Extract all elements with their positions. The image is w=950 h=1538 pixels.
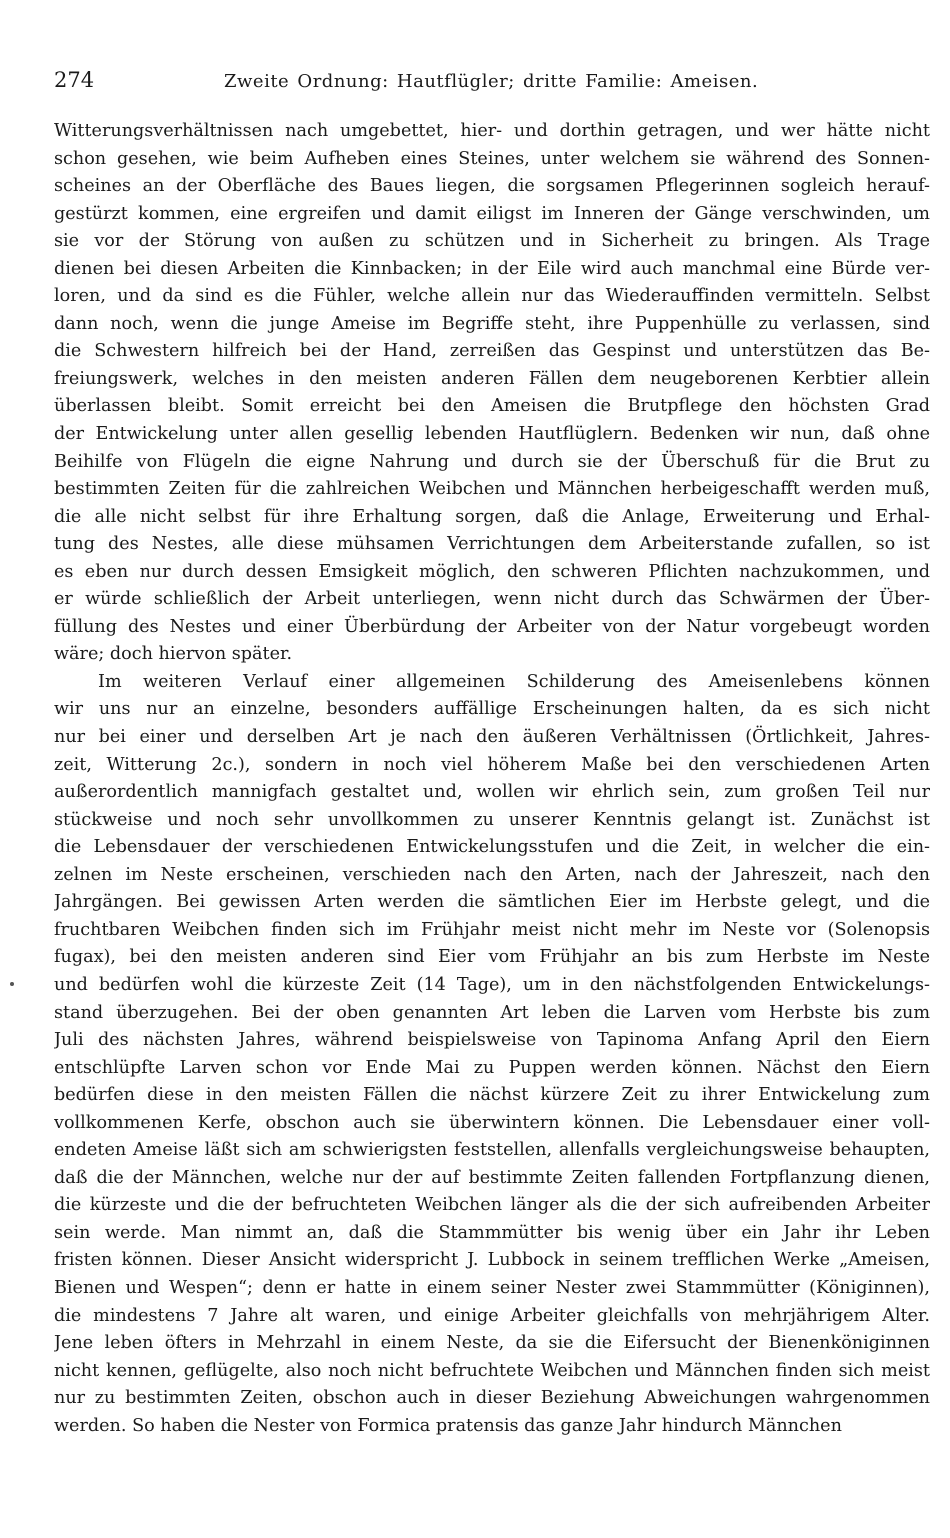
text-line: überlassen bleibt. Somit erreicht bei den Ameisen die Brutpflege den höchsten Grad <box>54 396 930 417</box>
text-line: fugax), bei den meisten anderen sind Eier vom Frühjahr an bis zum Herbste im Neste <box>54 947 930 968</box>
text-line: scheines an der Oberfläche des Baues liegen, die sorgsamen Pflegerinnen sogleich herauf- <box>54 176 930 197</box>
text-line: wir uns nur an einzelne, besonders auffällige Erscheinungen halten, da es sich nicht <box>54 699 930 720</box>
text-line: wäre; doch hiervon später. <box>54 644 293 665</box>
text-line: nur zu bestimmten Zeiten, obschon auch in dieser Beziehung Abweichungen wahrgenommen <box>54 1388 930 1409</box>
text-line: werden. So haben die Nester von Formica pratensis das ganze Jahr hindurch Männchen <box>54 1415 842 1436</box>
text-line: füllung des Nestes und einer Überbürdung der Arbeiter von der Natur vorgebeugt worden <box>54 616 930 637</box>
text-line: die Lebensdauer der verschiedenen Entwickelungsstufen und die Zeit, in welcher die ein- <box>54 837 930 858</box>
page-number: 274 <box>54 68 95 92</box>
text-line: bestimmten Zeiten für die zahlreichen Weibchen und Männchen herbeigeschafft werden muß, <box>54 479 930 500</box>
text-line: dienen bei diesen Arbeiten die Kinnbacken; in der Eile wird auch manchmal eine Bürde ver- <box>54 258 930 279</box>
text-line: Witterungsverhältnissen nach umgebettet, hier- und dorthin getragen, und wer hätte nicht <box>54 121 930 141</box>
text-line: fruchtbaren Weibchen finden sich im Frühjahr meist nicht mehr im Neste vor (Solenopsis <box>54 919 930 940</box>
text-line: fristen können. Dieser Ansicht widerspricht J. Lubbock in seinem trefflichen Werke „Ameisen, <box>54 1250 930 1271</box>
text-line: zelnen im Neste erscheinen, verschieden nach den Arten, nach der Jahreszeit, nach den <box>54 864 930 885</box>
text-line: er würde schließlich der Arbeit unterliegen, wenn nicht durch das Schwärmen der Über- <box>54 589 930 610</box>
page-header <box>54 68 930 104</box>
text-line: zeit, Witterung 2c.), sondern in noch viel höherem Maße bei den verschiedenen Arten <box>54 754 930 775</box>
text-line: Bienen und Wespen“; denn er hatte in einem seiner Nester zwei Stammmütter (Königinnen), <box>54 1277 930 1298</box>
text-line: Juli des nächsten Jahres, während beispielsweise von Tapinoma Anfang April den Eiern <box>54 1030 930 1051</box>
text-line: und bedürfen wohl die kürzeste Zeit (14 Tage), um in den nächstfolgenden Entwickelungs- <box>54 974 930 995</box>
paragraph <box>54 118 930 669</box>
text-line: nicht kennen, geflügelte, also noch nicht befruchtete Weibchen und Männchen finden sich meist <box>54 1360 930 1381</box>
text-line: Jene leben öfters in Mehrzahl in einem Neste, da sie die Eifersucht der Bienenköniginnen <box>54 1333 930 1354</box>
text-line: die alle nicht selbst für ihre Erhaltung sorgen, daß die Anlage, Erweiterung und Erhal- <box>54 506 930 527</box>
text-line: stand überzugehen. Bei der oben genannten Art leben die Larven vom Herbste bis zum <box>54 1002 930 1023</box>
paragraph <box>54 669 930 1440</box>
text-line: Beihilfe von Flügeln die eigne Nahrung und durch sie der Überschuß für die Brut zu <box>54 451 930 472</box>
text-line: endeten Ameise läßt sich am schwierigsten feststellen, allenfalls vergleichungsweise behaupten, <box>54 1140 930 1161</box>
text-line: es eben nur durch dessen Emsigkeit möglich, den schweren Pflichten nachzukommen, und <box>54 561 930 582</box>
text-line: Jahrgängen. Bei gewissen Arten werden die sämtlichen Eier im Herbste gelegt, und die <box>54 892 930 913</box>
text-line: die mindestens 7 Jahre alt waren, und einige Arbeiter gleichfalls von mehrjährigem Alter. <box>54 1305 930 1326</box>
text-line: bedürfen diese in den meisten Fällen die nächst kürzere Zeit zu ihrer Entwickelung zum <box>54 1085 930 1106</box>
text-line: entschlüpfte Larven schon vor Ende Mai zu Puppen werden können. Nächst den Eiern <box>54 1057 930 1078</box>
text-line: die Schwestern hilfreich bei der Hand, zerreißen das Gespinst und unterstützen das Be- <box>54 341 930 362</box>
text-line: außerordentlich mannigfach gestaltet und, wollen wir ehrlich sein, zum großen Teil nur <box>54 782 930 803</box>
text-line: stückweise und noch sehr unvollkommen zu unserer Kenntnis gelangt ist. Zunächst ist <box>54 809 930 830</box>
text-line: sein werde. Man nimmt an, daß die Stammmütter bis wenig über ein Jahr ihr Leben <box>54 1222 930 1243</box>
text-line: Im weiteren Verlauf einer allgemeinen Schilderung des Ameisenlebens können <box>98 671 930 692</box>
text-line: dann noch, wenn die junge Ameise im Begriffe steht, ihre Puppenhülle zu verlassen, sind <box>54 313 930 334</box>
text-line: gestürzt kommen, eine ergreifen und damit eiligst im Inneren der Gänge verschwinden, um <box>54 203 930 224</box>
body-text <box>54 118 930 1440</box>
text-line: freiungswerk, welches in den meisten anderen Fällen dem neugeborenen Kerbtier allein <box>54 368 930 389</box>
text-line: daß die der Männchen, welche nur der auf bestimmte Zeiten fallenden Fortpflanzung dienen, <box>54 1167 930 1188</box>
text-line: tung des Nestes, alle diese mühsamen Verrichtungen dem Arbeiterstande zufallen, so ist <box>54 534 930 555</box>
text-line: die kürzeste und die der befruchteten Weibchen länger als die der sich aufreibenden Arbeiter <box>54 1195 930 1216</box>
text-line: loren, und da sind es die Fühler, welche allein nur das Wiederauffinden vermitteln. Selbst <box>54 286 930 307</box>
text-line: nur bei einer und derselben Art je nach den äußeren Verhältnissen (Örtlichkeit, Jahres- <box>54 727 930 748</box>
running-title: Zweite Ordnung: Hautflügler; dritte Familie: Ameisen. <box>224 71 759 92</box>
text-line: vollkommenen Kerfe, obschon auch sie überwintern können. Die Lebensdauer einer voll- <box>54 1112 930 1133</box>
text-line: sie vor der Störung von außen zu schützen und in Sicherheit zu bringen. Als Trage <box>54 231 930 252</box>
text-line: schon gesehen, wie beim Aufheben eines Steines, unter welchem sie während des Sonnen- <box>54 148 930 169</box>
paper-spot <box>10 982 14 986</box>
text-line: der Entwickelung unter allen gesellig lebenden Hautflüglern. Bedenken wir nun, daß ohne <box>54 424 930 445</box>
